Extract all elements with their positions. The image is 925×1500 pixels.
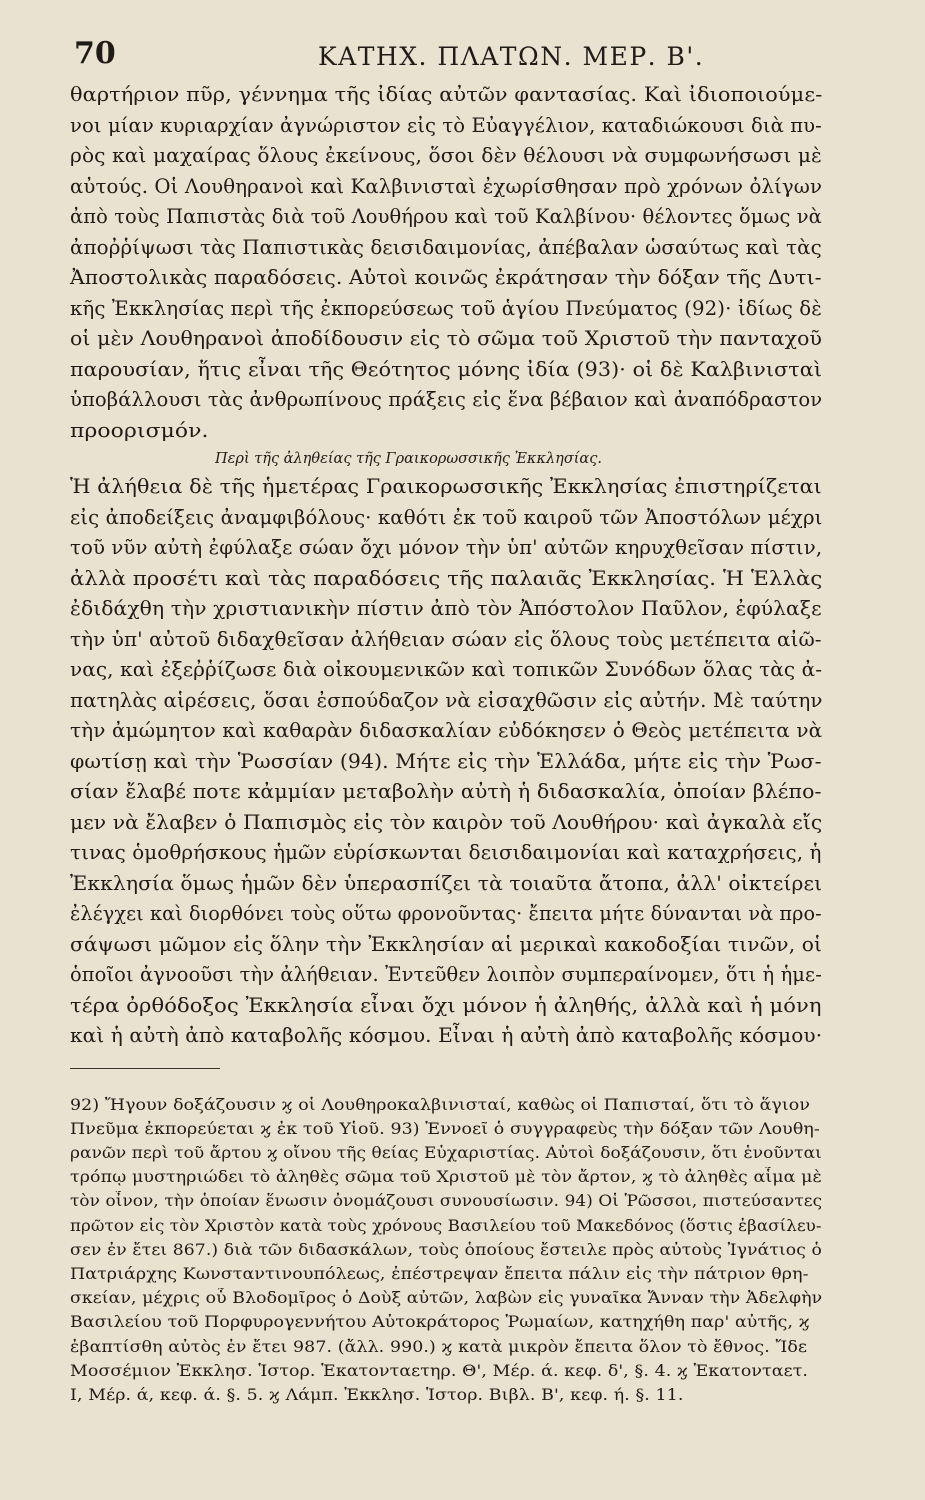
footnote-line: σκείαν, μέχρις οὗ Βλοδομῖρος ὁ Δοὺξ αὐτῶν, λαβὼν εἰς γυναῖκα Ἄνναν τὴν Ἀδελφὴν xyxy=(70,1289,823,1308)
text-line: τοῦ νῦν αὐτὴ ἐφύλαξε σώαν ὄχι μόνον τὴν ὑπ' αὐτῶν κηρυχθεῖσαν πίστιν, xyxy=(70,536,823,559)
footnote-line: τρόπῳ μυστηριώδει τὸ ἀληθὲς σῶμα τοῦ Χριστοῦ μὲ τὸν ἄρτον, ϗ τὸ ἀληθὲς αἷμα μὲ xyxy=(70,1168,822,1187)
text-line: τὴν ὑπ' αὐτοῦ διδαχθεῖσαν ἀλήθειαν σώαν εἰς ὅλους τοὺς μετέπειτα αἰῶ- xyxy=(70,627,822,651)
text-line: νοι μίαν κυριαρχίαν ἀγνώριστον εἰς τὸ Εὐαγγέλιον, καταδιώκουσι διὰ πυ- xyxy=(70,113,822,137)
text-line: μεν νὰ ἔλαβεν ὁ Παπισμὸς εἰς τὸν καιρὸν τοῦ Λουθήρου· καὶ ἀγκαλὰ εἴς xyxy=(70,810,823,834)
footnote-line: σεν ἐν ἔτει 867.) διὰ τῶν διδασκάλων, τοὺς ὁποίους ἔστειλε πρὸς αὐτοὺς Ἰγνάτιος ὁ xyxy=(70,1240,822,1259)
text-line: πατηλὰς αἱρέσεις, ὅσαι ἐσπούδαζον νὰ εἰσαχθῶσιν εἰς αὐτήν. Μὲ ταύτην xyxy=(70,688,823,712)
footnote-divider xyxy=(70,1068,220,1069)
text-line: ρὸς καὶ μαχαίρας ὅλους ἐκείνους, ὅσοι δὲν θέλουσι νὰ συμφωνήσωσι μὲ xyxy=(70,144,822,167)
text-line: κῆς Ἐκκλησίας περὶ τῆς ἐκπορεύσεως τοῦ ἁγίου Πνεύματος (92)· ἰδίως δὲ xyxy=(70,296,822,320)
text-line: ἀποῤῥίψωσι τὰς Παπιστικὰς δεισιδαιμονίας, ἀπέβαλαν ὡσαύτως καὶ τὰς xyxy=(70,235,822,259)
text-line: ἀλλὰ προσέτι καὶ τὰς παραδόσεις τῆς παλαιᾶς Ἐκκλησίας. Ἡ Ἑλλὰς xyxy=(70,566,823,590)
text-line: νας, καὶ ἐξεῤῥίζωσε διὰ οἰκουμενικῶν καὶ τοπικῶν Συνόδων ὅλας τὰς ἀ- xyxy=(70,658,823,681)
footnote-line: πρῶτον εἰς τὸν Χριστὸν κατὰ τοὺς χρόνους Βασιλείου τοῦ Μακεδόνος (ὅστις ἐβασίλευ- xyxy=(70,1216,822,1235)
text-line: φωτίσῃ καὶ τὴν Ῥωσσίαν (94). Μήτε εἰς τὴν Ἑλλάδα, μήτε εἰς τὴν Ῥωσ- xyxy=(70,749,822,773)
text-line: ἐλέγχει καὶ διορθόνει τοὺς οὕτω φρονοῦντας· ἔπειτα μήτε δύνανται νὰ προ- xyxy=(70,902,822,925)
text-line: τινας ὁμοθρήσκους ἡμῶν εὑρίσκωνται δεισιδαιμονίαι καὶ καταχρήσεις, ἡ xyxy=(70,841,822,864)
footnote-line: 92) Ἤγουν δοξάζουσιν ϗ οἱ Λουθηροκαλβινισταί, καθὼς οἱ Παπισταί, ὅτι τὸ ἅγιον xyxy=(70,1095,811,1114)
text-line: Ἐκκλησία ὅμως ἡμῶν δὲν ὑπερασπίζει τὰ τοιαῦτα ἄτοπα, ἀλλ' οἰκτείρει xyxy=(70,871,823,895)
text-line: προορισμόν. xyxy=(70,418,209,442)
running-title: ΚΑΤΗΧ. ΠΛΑΤΩΝ. ΜΕΡ. Β'. xyxy=(318,42,705,71)
footnote-line: τὸν οἶνον, τὴν ὁποίαν ἕνωσιν ὀνομάζουσι συνουσίωσιν. 94) Οἱ Ῥῶσσοι, πιστεύσαντες xyxy=(70,1192,823,1211)
text-line: σάψωσι μῶμον εἰς ὅλην τὴν Ἐκκλησίαν αἱ μερικαὶ κακοδοξίαι τινῶν, οἱ xyxy=(70,932,823,956)
text-line: ἀπὸ τοὺς Παπιστὰς διὰ τοῦ Λουθήρου καὶ τοῦ Καλβίνου· θέλοντες ὅμως νὰ xyxy=(70,205,822,228)
text-line: οἱ μὲν Λουθηρανοὶ ἀποδίδουσιν εἰς τὸ σῶμα τοῦ Χριστοῦ τὴν πανταχοῦ xyxy=(70,327,823,350)
footnote-line: Μοσσέμιον Ἐκκλησ. Ἱστορ. Ἑκατονταετηρ. Θ', Μέρ. ά. κεφ. δ', §. 4. ϗ Ἑκατονταετ. xyxy=(70,1361,809,1380)
text-line: Ἡ ἀλήθεια δὲ τῆς ἡμετέρας Γραικορωσσικῆς Ἐκκλησίας ἐπιστηρίζεται xyxy=(70,475,822,498)
text-line: ὁποῖοι ἀγνοοῦσι τὴν ἀλήθειαν. Ἐντεῦθεν λοιπὸν συμπεραίνομεν, ὅτι ἡ ἡμε- xyxy=(70,963,822,986)
text-line: θαρτήριον πῦρ, γέννημα τῆς ἰδίας αὐτῶν φαντασίας. Καὶ ἰδιοποιούμε- xyxy=(70,83,823,106)
text-line: ἐδιδάχθη τὴν χριστιανικὴν πίστιν ἀπὸ τὸν Ἀπόστολον Παῦλον, ἐφύλαξε xyxy=(70,597,822,620)
section-subheading: Περὶ τῆς ἀληθείας τῆς Γραικορωσσικῆς Ἐκκλησίας. xyxy=(215,451,602,467)
text-line: καὶ ἡ αὐτὴ ἀπὸ καταβολῆς κόσμου. Εἶναι ἡ αὐτὴ ἀπὸ καταβολῆς κόσμου· xyxy=(70,1024,823,1047)
text-line: τέρα ὀρθόδοξος Ἐκκλησία εἶναι ὄχι μόνον ἡ ἀληθής, ἀλλὰ καὶ ἡ μόνη xyxy=(70,993,822,1017)
paragraph-protestants xyxy=(70,80,825,446)
text-line: εἰς ἀποδείξεις ἀναμφιβόλους· καθότι ἐκ τοῦ καιροῦ τῶν Ἀποστόλων μέχρι xyxy=(70,505,823,529)
text-line: σίαν ἔλαβέ ποτε κἀμμίαν μεταβολὴν αὐτὴ ἡ διδασκαλία, ὁποίαν βλέπο- xyxy=(70,780,822,803)
footnote-line: Πατριάρχης Κωνσταντινουπόλεως, ἐπέστρεψαν ἔπειτα πάλιν εἰς τὴν πάτριον θρη- xyxy=(70,1264,809,1283)
text-line: αὐτούς. Οἱ Λουθηρανοὶ καὶ Καλβινισταὶ ἐχωρίσθησαν πρὸ χρόνων ὀλίγων xyxy=(70,174,823,198)
text-line: τὴν ἀμώμητον καὶ καθαρὰν διδασκαλίαν εὐδόκησεν ὁ Θεὸς μετέπειτα νὰ xyxy=(70,719,823,742)
footnote-line: Ι, Μέρ. ά, κεφ. ά. §. 5. ϗ Λάμπ. Ἐκκλησ. Ἱστορ. Βιβλ. Β', κεφ. ή. §. 11. xyxy=(70,1385,684,1404)
running-head xyxy=(70,36,825,80)
paragraph-church-truth xyxy=(70,472,825,1052)
footnote-line: Βασιλείου τοῦ Πορφυρογεννήτου Αὐτοκράτορος Ῥωμαίων, κατηχήθη παρ' αὐτῆς, ϗ xyxy=(70,1313,810,1332)
text-line: Ἀποστολικὰς παραδόσεις. Αὐτοὶ κοινῶς ἐκράτησαν τὴν δόξαν τῆς Δυτι- xyxy=(70,266,822,289)
footnote-line: ἐβαπτίσθη αὐτὸς ἐν ἔτει 987. (ἄλλ. 990.) ϗ κατὰ μικρὸν ἔπειτα ὅλον τὸ ἔθνος. Ἴδε xyxy=(70,1337,808,1356)
page-number: 70 xyxy=(74,36,116,71)
text-line: παρουσίαν, ἥτις εἶναι τῆς Θεότητος μόνης ἰδία (93)· οἱ δὲ Καλβινισταὶ xyxy=(70,357,823,381)
footnote-line: ρανῶν περὶ τοῦ ἄρτου ϗ οἴνου τῆς θείας Εὐχαριστίας. Αὐτοὶ δοξάζουσιν, ὅτι ἑνοῦνται xyxy=(70,1143,822,1162)
footnote-line: Πνεῦμα ἐκπορεύεται ϗ ἐκ τοῦ Υἱοῦ. 93) Ἐννοεῖ ὁ συγγραφεὺς τὴν δόξαν τῶν Λουθη- xyxy=(70,1119,820,1138)
footnotes xyxy=(70,1093,825,1408)
text-line: ὑποβάλλουσι τὰς ἀνθρωπίνους πράξεις εἰς ἕνα βέβαιον καὶ ἀναπόδραστον xyxy=(70,388,823,411)
